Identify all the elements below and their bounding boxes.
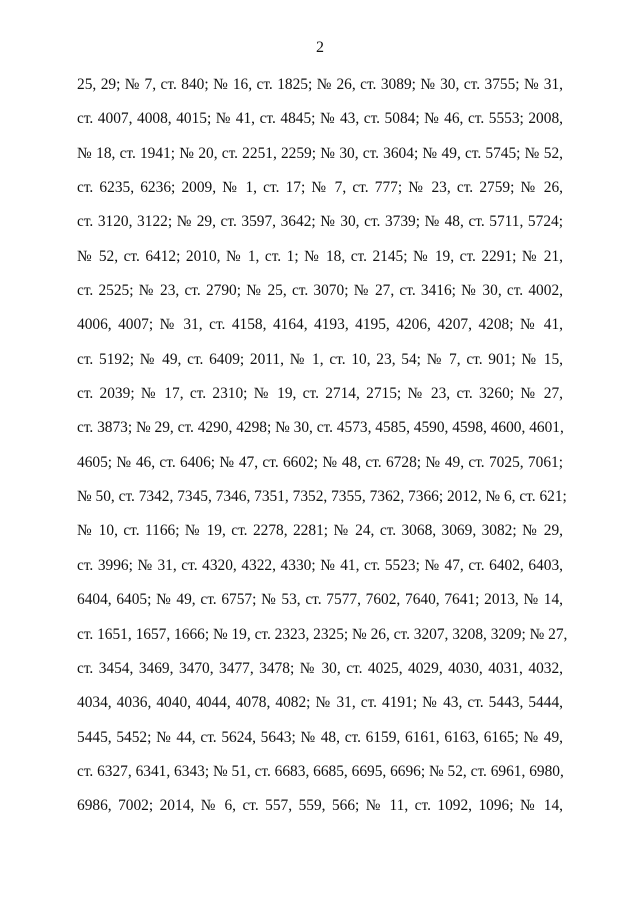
text-line: № 18, ст. 1941; № 20, ст. 2251, 2259; № 30, ст. 3604; № 49, ст. 5745; № 52, xyxy=(77,144,563,162)
text-line: ст. 6327, 6341, 6343; № 51, ст. 6683, 6685, 6695, 6696; № 52, ст. 6961, 6980, xyxy=(77,762,564,780)
text-line: 4605; № 46, ст. 6406; № 47, ст. 6602; № 48, ст. 6728; № 49, ст. 7025, 7061; xyxy=(77,453,563,471)
text-line: ст. 3996; № 31, ст. 4320, 4322, 4330; № 41, ст. 5523; № 47, ст. 6402, 6403, xyxy=(77,556,563,574)
text-line: 4034, 4036, 4040, 4044, 4078, 4082; № 31, ст. 4191; № 43, ст. 5443, 5444, xyxy=(77,694,563,712)
text-line: 6986, 7002; 2014, № 6, ст. 557, 559, 566; № 11, ст. 1092, 1096; № 14, xyxy=(77,797,563,815)
text-line: № 52, ст. 6412; 2010, № 1, ст. 1; № 18, ст. 2145; № 19, ст. 2291; № 21, xyxy=(77,247,563,265)
page-number: 2 xyxy=(316,39,324,56)
text-line: ст. 2039; № 17, ст. 2310; № 19, ст. 2714, 2715; № 23, ст. 3260; № 27, xyxy=(77,385,563,403)
text-line: ст. 3873; № 29, ст. 4290, 4298; № 30, ст. 4573, 4585, 4590, 4598, 4600, 4601, xyxy=(77,419,564,437)
text-line: ст. 2525; № 23, ст. 2790; № 25, ст. 3070; № 27, ст. 3416; № 30, ст. 4002, xyxy=(77,282,563,300)
text-line: 4006, 4007; № 31, ст. 4158, 4164, 4193, 4195, 4206, 4207, 4208; № 41, xyxy=(77,316,563,334)
text-line: ст. 5192; № 49, ст. 6409; 2011, № 1, ст. 10, 23, 54; № 7, ст. 901; № 15, xyxy=(77,350,563,368)
text-line: № 50, ст. 7342, 7345, 7346, 7351, 7352, 7355, 7362, 7366; 2012, № 6, ст. 621; xyxy=(77,488,567,506)
text-line: 6404, 6405; № 49, ст. 6757; № 53, ст. 7577, 7602, 7640, 7641; 2013, № 14, xyxy=(77,591,563,609)
text-line: ст. 1651, 1657, 1666; № 19, ст. 2323, 2325; № 26, ст. 3207, 3208, 3209; № 27, xyxy=(77,625,568,643)
text-line: ст. 6235, 6236; 2009, № 1, ст. 17; № 7, ст. 777; № 23, ст. 2759; № 26, xyxy=(77,179,563,197)
text-line: 5445, 5452; № 44, ст. 5624, 5643; № 48, ст. 6159, 6161, 6163, 6165; № 49, xyxy=(77,728,563,746)
text-line: ст. 3120, 3122; № 29, ст. 3597, 3642; № 30, ст. 3739; № 48, ст. 5711, 5724; xyxy=(77,213,563,231)
text-line: № 10, ст. 1166; № 19, ст. 2278, 2281; № 24, ст. 3068, 3069, 3082; № 29, xyxy=(77,522,563,540)
text-line: ст. 4007, 4008, 4015; № 41, ст. 4845; № 43, ст. 5084; № 46, ст. 5553; 2008, xyxy=(77,110,563,128)
text-line: ст. 3454, 3469, 3470, 3477, 3478; № 30, ст. 4025, 4029, 4030, 4031, 4032, xyxy=(77,659,563,677)
text-line: 25, 29; № 7, ст. 840; № 16, ст. 1825; № 26, ст. 3089; № 30, ст. 3755; № 31, xyxy=(77,76,563,93)
body-text xyxy=(77,75,568,831)
